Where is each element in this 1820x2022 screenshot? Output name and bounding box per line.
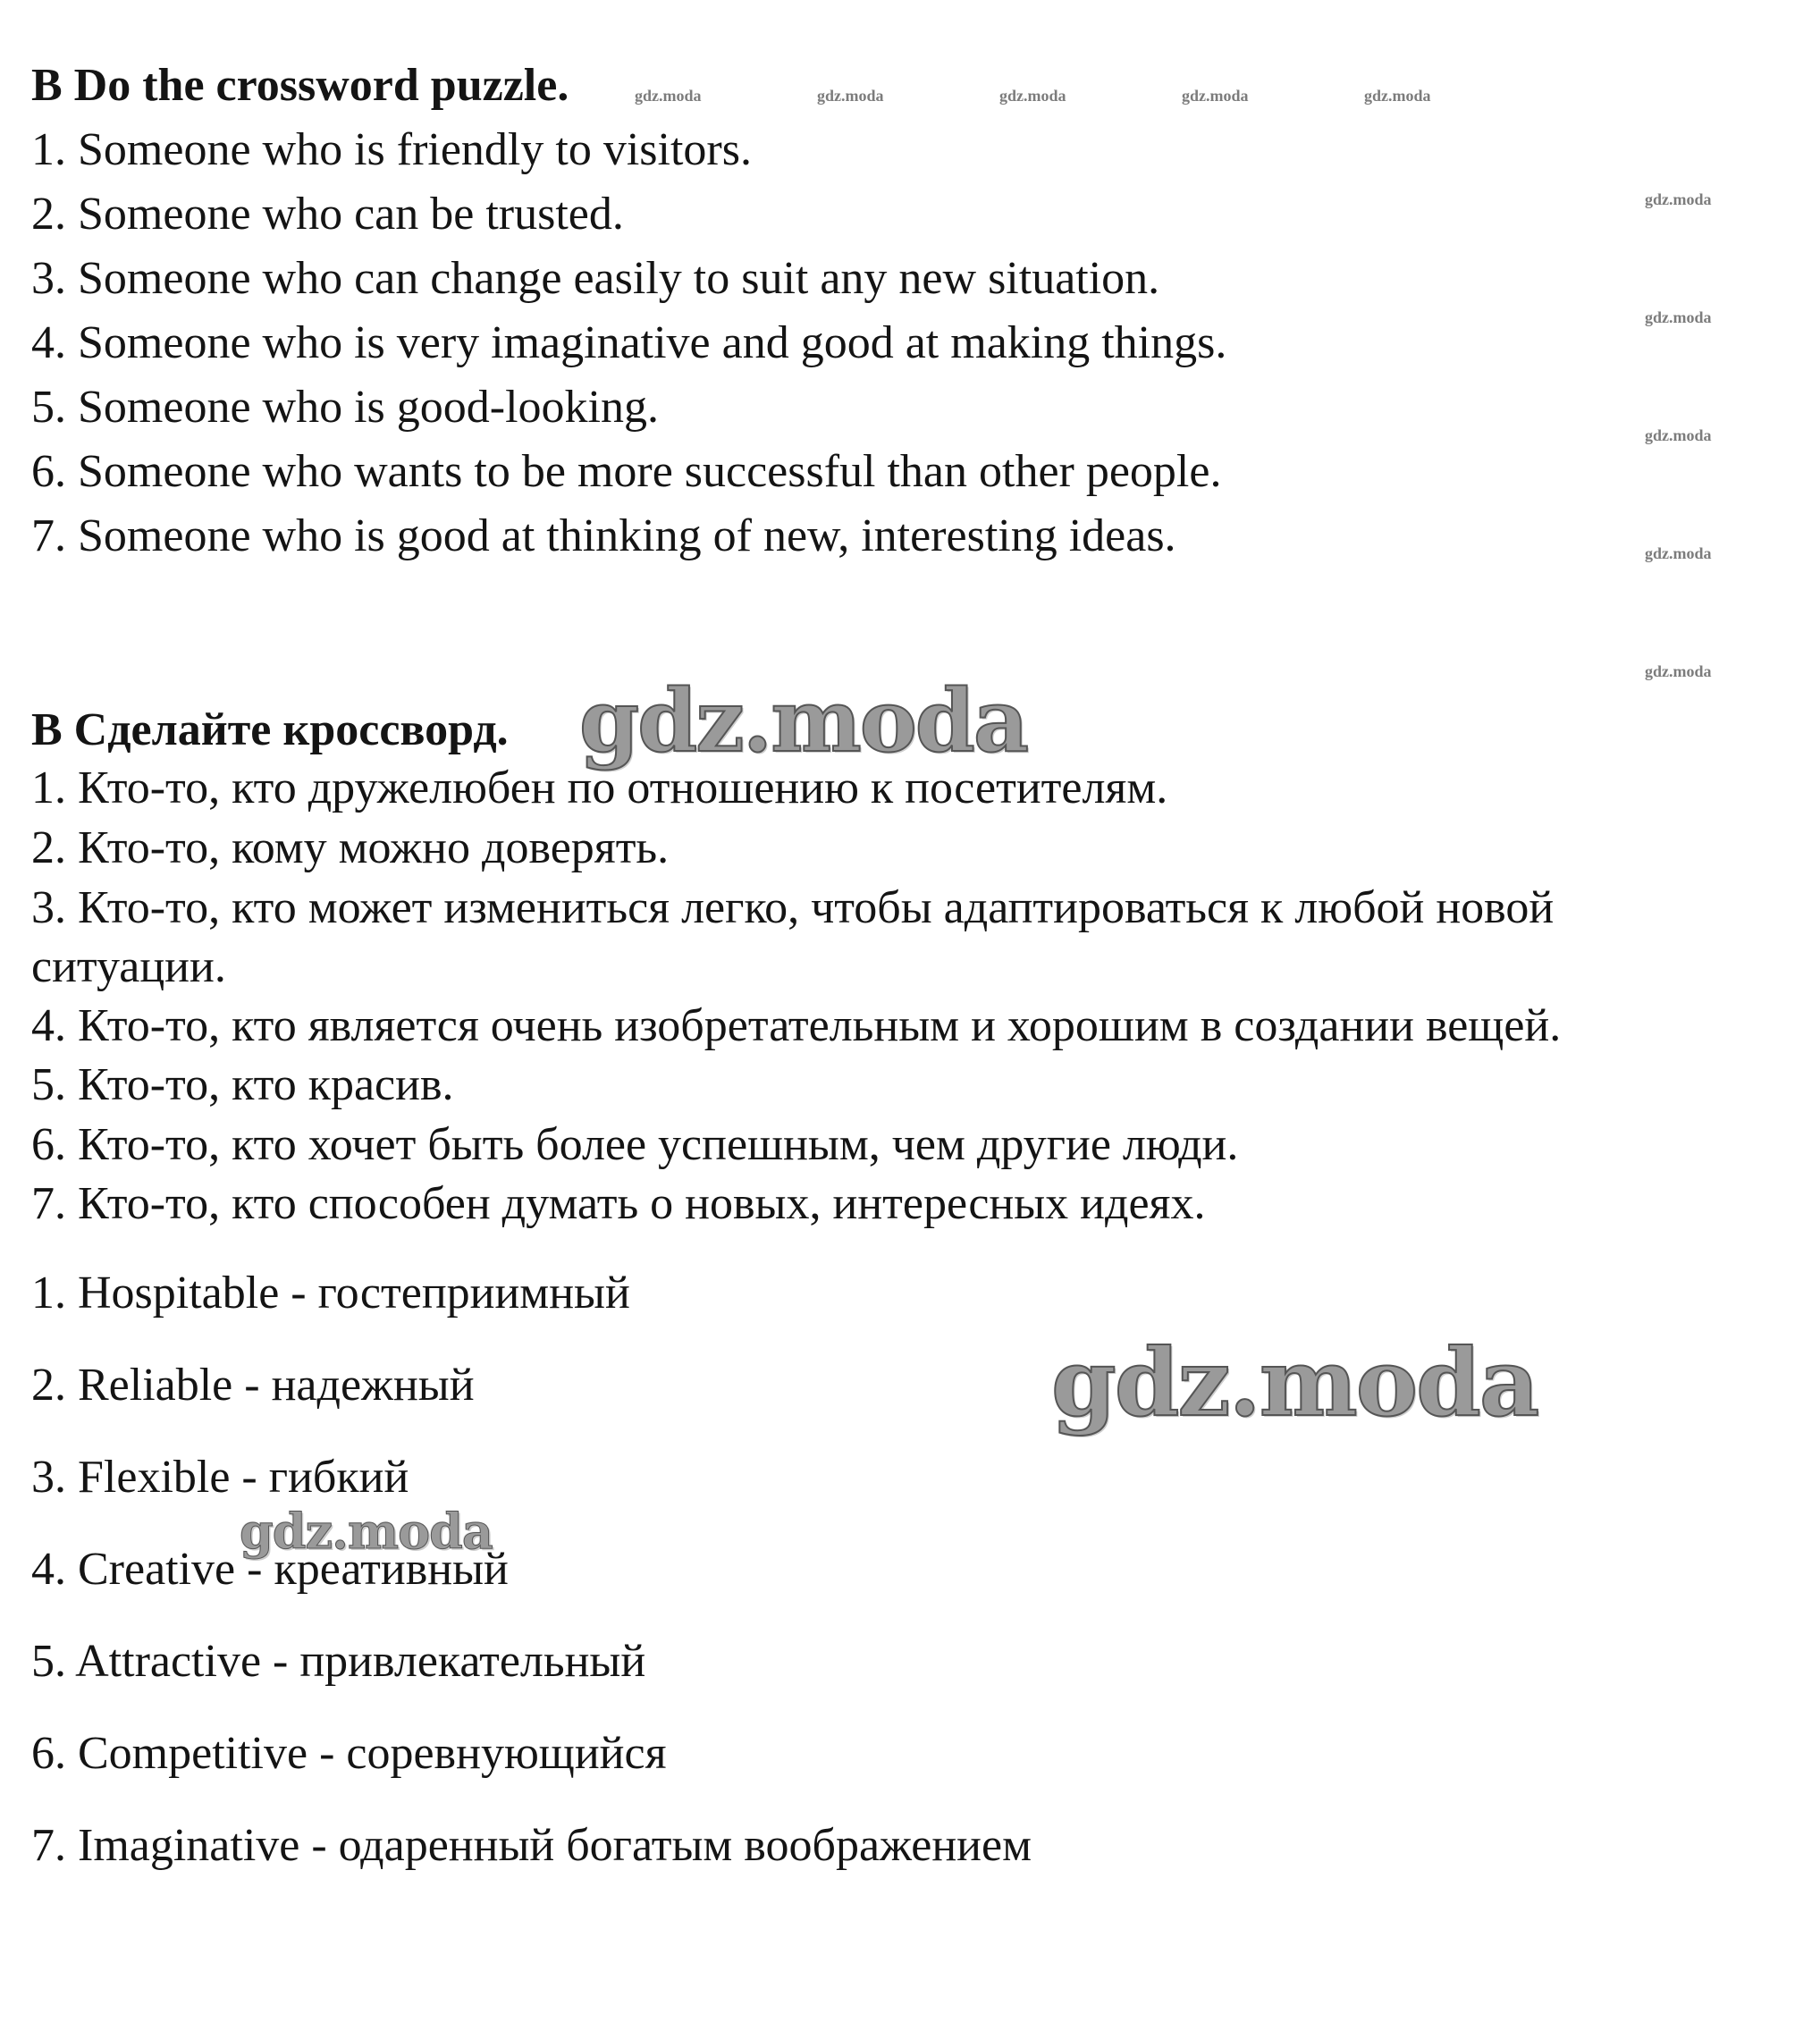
russian-item-4: 4. Кто-то, кто является очень изобретательным и хорошим в создании вещей. <box>31 1000 1562 1051</box>
answer-3: 3. Flexible - гибкий <box>31 1452 409 1503</box>
answer-4: 4. Creative - креативный <box>31 1544 509 1595</box>
english-item-6: 6. Someone who wants to be more successful than other people. <box>31 446 1222 497</box>
watermark-large: gdz.moda <box>1051 1327 1538 1437</box>
russian-item-1: 1. Кто-то, кто дружелюбен по отношению к посетителям. <box>31 762 1168 813</box>
russian-item-5: 5. Кто-то, кто красив. <box>31 1059 454 1110</box>
russian-item-7: 7. Кто-то, кто способен думать о новых, интересных идеях. <box>31 1178 1206 1229</box>
answer-7: 7. Imaginative - одаренный богатым воображением <box>31 1820 1032 1871</box>
english-item-7: 7. Someone who is good at thinking of new, interesting ideas. <box>31 510 1176 561</box>
english-item-5: 5. Someone who is good-looking. <box>31 382 659 433</box>
answer-2: 2. Reliable - надежный <box>31 1360 475 1411</box>
answer-6: 6. Competitive - соревнующийся <box>31 1728 667 1779</box>
english-heading: B Do the crossword puzzle. <box>31 60 569 111</box>
english-item-4: 4. Someone who is very imaginative and good at making things. <box>31 317 1227 368</box>
answer-5: 5. Attractive - привлекательный <box>31 1636 646 1687</box>
watermark: gdz.moda <box>1645 544 1712 562</box>
english-item-3: 3. Someone who can change easily to suit any new situation. <box>31 253 1160 304</box>
watermark: gdz.moda <box>1645 426 1712 444</box>
russian-item-2: 2. Кто-то, кому можно доверять. <box>31 822 670 873</box>
russian-item-3-continued: ситуации. <box>31 941 226 992</box>
watermark: gdz.moda <box>1645 308 1712 326</box>
russian-heading: B Сделайте кроссворд. <box>31 704 509 755</box>
watermark-medium: gdz.moda <box>240 1503 493 1560</box>
english-item-2: 2. Someone who can be trusted. <box>31 189 624 240</box>
watermark: gdz.moda <box>1645 662 1712 680</box>
russian-item-3: 3. Кто-то, кто может измениться легко, чтобы адаптироваться к любой новой <box>31 882 1555 933</box>
answer-1: 1. Hospitable - гостеприимный <box>31 1268 630 1319</box>
watermark: gdz.moda <box>817 87 884 105</box>
watermark-large: gdz.moda <box>579 670 1028 771</box>
watermark: gdz.moda <box>999 87 1066 105</box>
watermark: gdz.moda <box>635 87 702 105</box>
english-item-1: 1. Someone who is friendly to visitors. <box>31 124 752 175</box>
watermark: gdz.moda <box>1645 190 1712 208</box>
watermark: gdz.moda <box>1182 87 1249 105</box>
russian-item-6: 6. Кто-то, кто хочет быть более успешным, чем другие люди. <box>31 1119 1239 1170</box>
watermark: gdz.moda <box>1364 87 1431 105</box>
